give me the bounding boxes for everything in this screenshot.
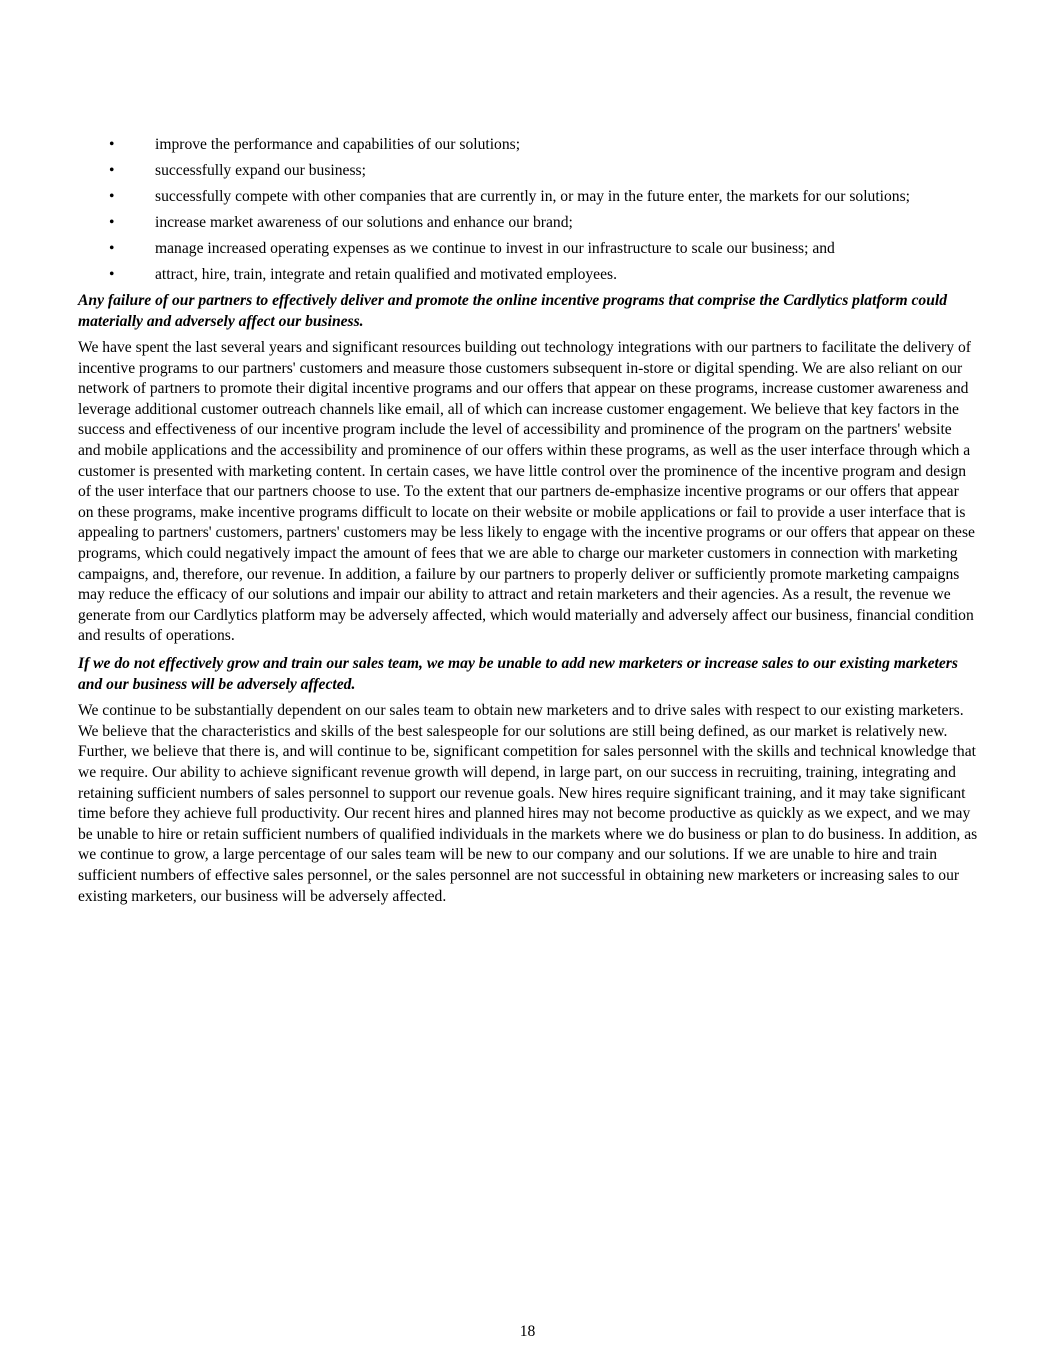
section-heading-sales-team: If we do not effectively grow and train our sales team, we may be unable to add new marketers or increase sales to our existing marketers and our business will be adversely affected.	[78, 655, 958, 693]
list-item	[78, 213, 978, 234]
list-item-text: improve the performance and capabilities of our solutions;	[155, 136, 521, 153]
list-item	[78, 265, 978, 286]
bullet-glyph: •	[109, 136, 115, 153]
section-heading-partners: Any failure of our partners to effectively deliver and promote the online incentive programs that comprise the Cardlytics platform could materially and adversely affect our business.	[78, 291, 948, 330]
list-item	[78, 239, 978, 260]
list-item	[78, 135, 978, 156]
list-item	[78, 187, 978, 208]
list-item-text: increase market awareness of our solutions and enhance our brand;	[155, 213, 573, 231]
list-item	[78, 161, 978, 182]
bullet-list	[78, 135, 978, 286]
bullet-glyph: •	[109, 213, 115, 231]
list-item-text: attract, hire, train, integrate and retain qualified and motivated employees.	[155, 265, 617, 283]
list-item-text: manage increased operating expenses as we continue to invest in our infrastructure to scale our business; and	[155, 239, 835, 257]
bullet-glyph: •	[109, 161, 115, 179]
bullet-glyph: •	[109, 187, 115, 205]
list-item-text: successfully compete with other companies that are currently in, or may in the future enter, the markets for our solutions;	[155, 187, 911, 205]
section-body-partners: We have spent the last several years and significant resources building out technology integrations with our partners to facilitate the delivery of incentive programs to our partners' customers and measure those customers subsequent in-store or digital spending. We are also reliant on our network of partners to promote their digital incentive programs and our offers that appear on these programs, increase customer awareness and leverage additional customer outreach channels like email, all of which can increase customer engagement. We believe that key factors in the success and effectiveness of our incentive program include the level of accessibility and prominence of the program on the partners' website and mobile applications and the accessibility and prominence of our offers within these programs, as well as the user interface through which a customer is presented with marketing content. In certain cases, we have little control over the prominence of the incentive program and design of the user interface that our partners choose to use. To the extent that our partners de-emphasize incentive programs or our offers that appear on these programs, make incentive programs difficult to locate on their website or mobile applications or fail to provide a user interface that is appealing to partners' customers, partners' customers may be less likely to engage with the incentive programs or our offers that appear on these programs, which could negatively impact the amount of fees that we are able to charge our marketer customers in connection with marketing campaigns, and, therefore, our revenue. In addition, a failure by our partners to properly deliver or sufficiently promote marketing campaigns may reduce the efficacy of our solutions and impair our ability to attract and retain marketers and their agencies. As a result, the revenue we generate from our Cardlytics platform may be adversely affected, which would materially and adversely affect our business, financial condition and results of operations.	[78, 339, 975, 645]
bullet-glyph: •	[109, 239, 115, 257]
document-page	[78, 135, 978, 914]
page-number: 18	[519, 1323, 536, 1340]
bullet-glyph: •	[109, 265, 115, 283]
section-body-sales-team: We continue to be substantially dependent on our sales team to obtain new marketers and to drive sales with respect to our existing marketers. We believe that the characteristics and skills of the best salespeople for our solutions are still being defined, as our market is relatively new. Further, we believe that there is, and will continue to be, significant competition for sales personnel with the skills and technical knowledge that we require. Our ability to achieve significant revenue growth will depend, in large part, on our success in recruiting, training, integrating and retaining sufficient numbers of sales personnel to support our revenue goals. New hires require significant training, and it may take significant time before they achieve full productivity. Our recent hires and planned hires may not become productive as quickly as we expect, and we may be unable to hire or retain sufficient numbers of qualified individuals in the markets where we do business or plan to do business. In addition, as we continue to grow, a large percentage of our sales team will be new to our company and our solutions. If we are unable to hire and train sufficient numbers of effective sales personnel, or the sales personnel are not successful in obtaining new marketers or increasing sales to our existing marketers, our business will be adversely affected.	[78, 702, 978, 905]
list-item-text: successfully expand our business;	[155, 161, 366, 179]
